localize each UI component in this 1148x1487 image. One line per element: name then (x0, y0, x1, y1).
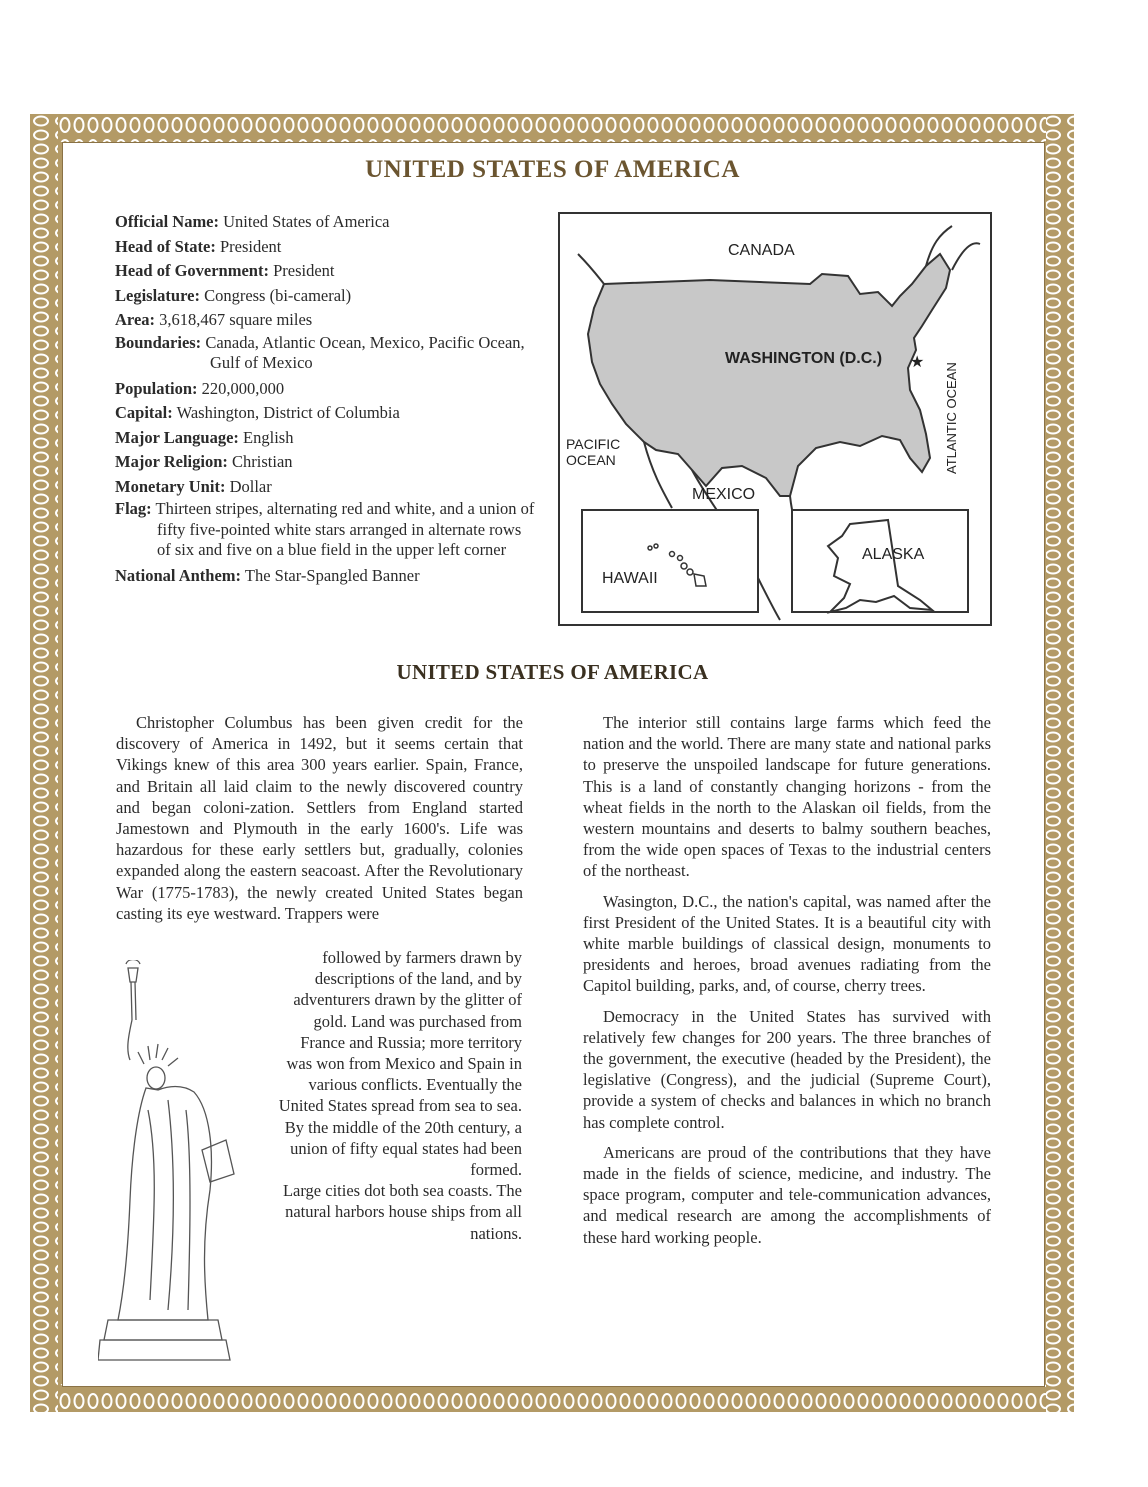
facts-list (115, 210, 535, 588)
usa-map (558, 212, 992, 626)
paragraph-washington: Wasington, D.C., the nation's capital, was named after the first President of the United States. It is a beautiful city with white marble buildings of classical design, monuments to presidents and heroes, broad avenues radiating from the Capitol building, parks, and, of course, cherry trees. (583, 891, 991, 996)
fact-religion: Major Religion: Christian (115, 452, 293, 471)
fact-population: Population: 220,000,000 (115, 378, 285, 398)
hawaii-inset (582, 510, 758, 612)
fact-area: Area: 3,618,467 square miles (115, 310, 313, 329)
paragraph-democracy: Democracy in the United States has survived with relatively few changes for 200 years. The three branches of the government, the executive (headed by the President), the legislative (Congress), and the judicial (Supreme Court), provide a system of checks and balances in which no branch has complete control. (583, 1006, 991, 1132)
paragraph-expansion: followed by farmers drawn by descriptions of the land, and by adventurers drawn by the glitter of gold. Land was purchased from France and Russia; more territory was won from Mexico and Spain in various conflicts. Eventually the United States spread from sea to sea. By the middle of the 20th century, a union of fifty equal states had been formed. (278, 948, 522, 1180)
fact-language: Major Language: English (115, 427, 294, 447)
paragraph-contributions: Americans are proud of the contributions that they have made in the fields of science, medicine, and industry. The space program, computer and tele-communication advances, and medical research are among the accomplishments of these hard working people. (583, 1142, 991, 1247)
map-label-atlantic: ATLANTIC OCEAN (944, 362, 959, 474)
fact-boundaries: Boundaries: Canada, Atlantic Ocean, Mexico, Pacific Ocean, Gulf of Mexico (115, 332, 525, 372)
map-label-alaska: ALASKA (862, 546, 925, 563)
paragraph-cities: Large cities dot both sea coasts. The natural harbors house ships from all nations. (282, 1181, 522, 1243)
map-label-pacific: PACIFIC OCEAN (566, 436, 621, 468)
statue-of-liberty-illustration (98, 960, 268, 1370)
fact-head-of-government: Head of Government: President (115, 261, 335, 280)
capital-star-icon: ★ (910, 352, 925, 371)
fact-head-of-state: Head of State: President (115, 236, 282, 256)
fact-flag: Flag: Thirteen stripes, alternating red and white, and a union of fifty five-pointed white stars arranged in alternate rows of six and five on a blue field in the upper left corner (115, 499, 535, 559)
fact-monetary-unit: Monetary Unit: Dollar (115, 476, 272, 496)
page-title: UNITED STATES OF AMERICA (365, 156, 740, 183)
map-drawing (560, 214, 990, 624)
fact-official-name: Official Name: United States of America (115, 212, 390, 231)
canada-coast (578, 254, 604, 284)
fact-anthem: National Anthem: The Star-Spangled Banner (115, 565, 420, 585)
section-title: UNITED STATES OF AMERICA (396, 660, 709, 684)
map-label-mexico: MEXICO (692, 486, 756, 503)
map-label-capital: WASHINGTON (D.C.) (725, 350, 883, 367)
body-right (583, 712, 991, 1257)
paragraph-interior: The interior still contains large farms which feed the nation and the world. There are many state and national parks to preserve the unspoiled landscape for future generations. This is a land of constantly changing horizons - from the wheat fields in the north to the Alaskan oil fields, from the western mountains and deserts to balmy southern beaches, from the wide open spaces of Texas to the industrial centers of the northeast. (583, 713, 991, 881)
map-label-hawaii: HAWAII (602, 570, 658, 587)
body-left-wrap (276, 947, 522, 1253)
fact-capital: Capital: Washington, District of Columbia (115, 403, 400, 422)
body-left-top (116, 712, 523, 933)
map-label-canada: CANADA (728, 242, 795, 259)
paragraph-history: Christopher Columbus has been given credit for the discovery of America in 1492, but it seems certain that Vikings knew of this area 300 years earlier. Spain, France, and Britain all laid claim to the newly discovered country and began coloni-zation. Settlers from England started Jamestown and Plymouth in the early 1600's. Life was hazardous for these early settlers but, gradually, colonies expanded along the eastern seacoast. After the Revolutionary War (1775-1783), the newly created United States began casting its eye westward. Trappers were (116, 713, 523, 923)
fact-legislature: Legislature: Congress (bi-cameral) (115, 285, 352, 305)
